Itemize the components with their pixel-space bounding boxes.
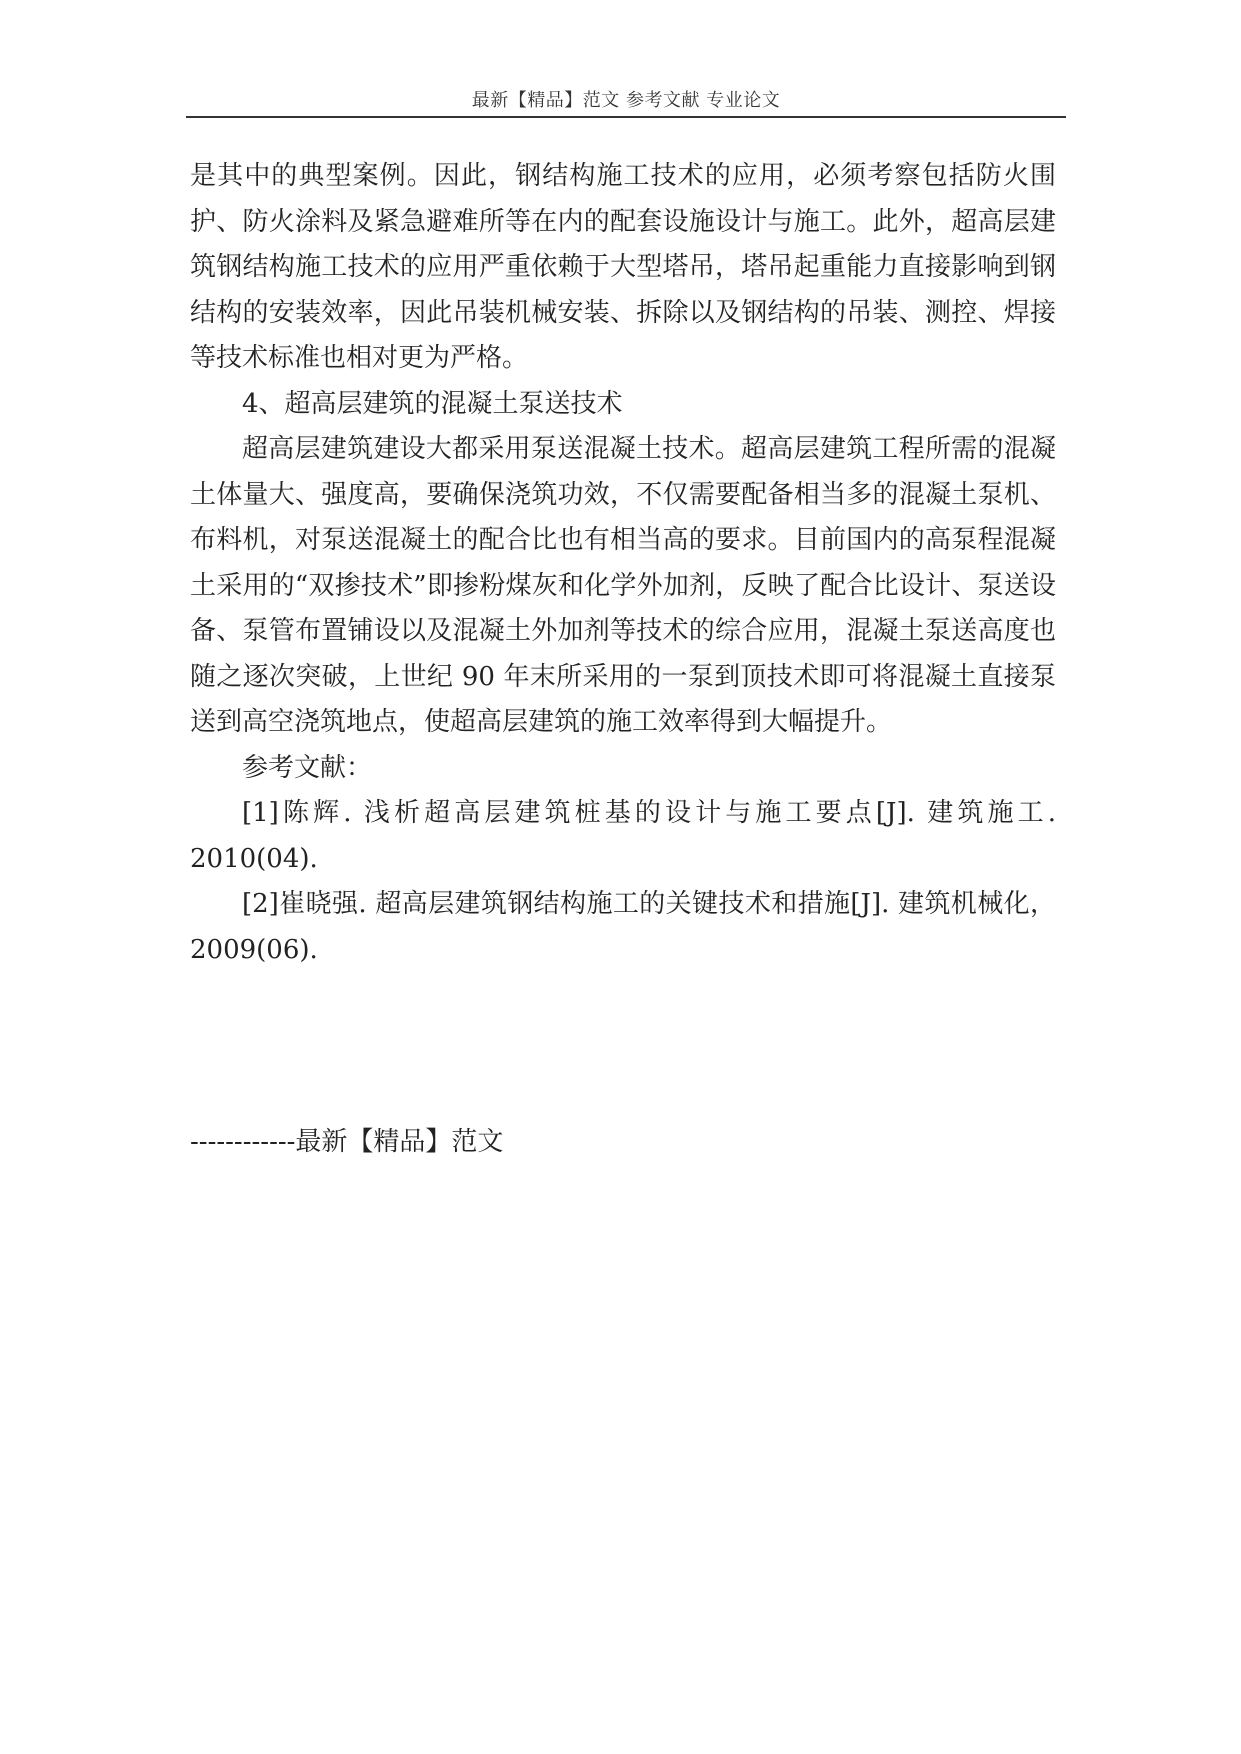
page-footer: ------------最新【精品】范文 xyxy=(190,1127,504,1157)
reference-item-1: [1]陈辉. 浅析超高层建筑桩基的设计与施工要点[J]. 建筑施工. 2010(04). xyxy=(190,798,1056,874)
section-heading-concrete-pumping: 4、超高层建筑的混凝土泵送技术 xyxy=(242,388,623,419)
reference-item-2: [2]崔晓强. 超高层建筑钢结构施工的关键技术和措施[J]. 建筑机械化，2009(06). xyxy=(190,889,1056,965)
references-heading: 参考文献： xyxy=(242,752,373,783)
paragraph-concrete-pumping: 超高层建筑建设大都采用泵送混凝土技术。超高层建筑工程所需的混凝土体量大、强度高，要确保浇筑功效，不仅需要配备相当多的混凝土泵机、布料机，对泵送混凝土的配合比也有相当高的要求。目前国内的高泵程混凝土采用的“双掺技术”即掺粉煤灰和化学外加剂，反映了配合比设计、泵送设备、泵管布置铺设以及混凝土外加剂等技术的综合应用，混凝土泵送高度也随之逐次突破，上世纪 90 年末所采用的一泵到顶技术即可将混凝土直接泵送到高空浇筑地点，使超高层建筑的施工效率得到大幅提升。 xyxy=(190,434,1056,737)
paragraph-steel-structure-continued: 是其中的典型案例。因此，钢结构施工技术的应用，必须考察包括防火围护、防火涂料及紧急避难所等在内的配套设施设计与施工。此外，超高层建筑钢结构施工技术的应用严重依赖于大型塔吊，塔吊起重能力直接影响到钢结构的安装效率，因此吊装机械安装、拆除以及钢结构的吊装、测控、焊接等技术标准也相对更为严格。 xyxy=(190,161,1056,373)
header-divider xyxy=(186,116,1066,118)
page-header: 最新【精品】范文 参考文献 专业论文 xyxy=(471,90,781,111)
document-body xyxy=(190,154,1056,973)
